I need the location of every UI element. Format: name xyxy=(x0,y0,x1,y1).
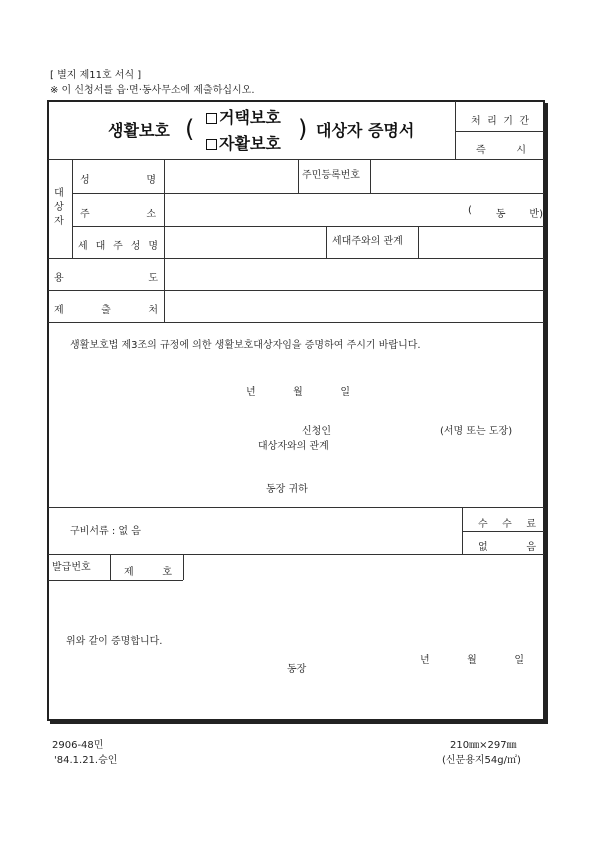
paper-size: 210㎜×297㎜ xyxy=(450,740,517,751)
frame-shadow-bottom xyxy=(50,721,548,724)
id-label-left xyxy=(298,159,299,193)
required-documents: 구비서류 : 없 음 xyxy=(70,526,141,537)
fee-divider xyxy=(462,531,544,532)
address-label: 주 소 xyxy=(80,209,156,220)
row-line-8 xyxy=(48,554,544,555)
title-main: 생활보호 xyxy=(108,121,170,140)
householder-name-label: 세 대 주 성 명 xyxy=(78,241,158,252)
subject-group-label: 대상자 xyxy=(54,188,64,227)
row-line-7 xyxy=(48,507,544,508)
row-line-1 xyxy=(48,159,544,160)
request-date: 년 월 일 xyxy=(246,387,350,398)
relation-to-subject-label: 대상자와의 관계 xyxy=(258,441,329,452)
issue-number-right xyxy=(183,554,184,580)
label-divider xyxy=(164,159,165,322)
resident-number-label: 주민등록번호 xyxy=(302,170,360,181)
issue-number-label: 발급번호 xyxy=(52,562,91,573)
certify-statement: 위와 같이 증명합니다. xyxy=(66,636,163,647)
submission-note: ※ 이 신청서를 읍·면·동사무소에 제출하십시오. xyxy=(50,85,255,96)
processing-divider xyxy=(456,131,544,132)
issue-date: 년 월 일 xyxy=(420,655,524,666)
issuer: 동장 xyxy=(287,664,307,675)
id-label-right xyxy=(370,159,371,193)
householder-relation-label: 세대주와의 관계 xyxy=(332,236,403,247)
processing-period-label: 처 리 기 간 xyxy=(471,116,529,127)
paper-type: (신문용지54g/㎡) xyxy=(442,755,521,766)
issue-number-mid xyxy=(110,554,111,580)
issue-number-value: 제 호 xyxy=(124,567,172,578)
form-code: 2906-48민 xyxy=(52,740,104,751)
option-self-support[interactable]: 자활보호 xyxy=(206,136,281,152)
fee-divider-vertical xyxy=(462,507,463,554)
title-close-paren: ) xyxy=(298,115,308,143)
checkbox-home-care[interactable] xyxy=(206,113,217,124)
issue-number-bottom xyxy=(48,580,183,581)
row-line-3 xyxy=(72,226,544,227)
approval-date: '84.1.21.승인 xyxy=(54,755,118,766)
relation-label-left xyxy=(326,226,327,258)
title-divider xyxy=(455,101,456,159)
form-number: [ 별지 제11호 서식 ] xyxy=(50,70,142,81)
option-home-care[interactable]: 거택보호 xyxy=(206,110,281,126)
name-label: 성 명 xyxy=(80,175,156,186)
request-statement: 생활보호법 제3조의 규정에 의한 생활보호대상자임을 증명하여 주시기 바랍니다. xyxy=(70,340,421,351)
group-divider xyxy=(72,159,73,258)
signature-note: (서명 또는 도장) xyxy=(440,426,513,437)
row-line-2 xyxy=(72,193,544,194)
address-dong-ban: ( 동 반) xyxy=(468,205,543,220)
frame-shadow-right xyxy=(545,103,548,724)
fee-label: 수 수 료 xyxy=(478,519,536,530)
relation-label-right xyxy=(418,226,419,258)
checkbox-self-support[interactable] xyxy=(206,139,217,150)
row-line-6 xyxy=(48,322,544,323)
purpose-label: 용 도 xyxy=(54,273,158,284)
title-open-paren: ( xyxy=(185,115,195,143)
applicant-label: 신청인 xyxy=(302,426,331,437)
row-line-4 xyxy=(48,258,544,259)
fee-value: 없 음 xyxy=(478,542,536,553)
addressee: 동장 귀하 xyxy=(266,484,308,495)
title-suffix: 대상자 증명서 xyxy=(316,121,415,140)
processing-period-value: 즉 시 xyxy=(476,145,526,156)
submit-to-label: 제 출 처 xyxy=(54,305,158,316)
row-line-5 xyxy=(48,290,544,291)
